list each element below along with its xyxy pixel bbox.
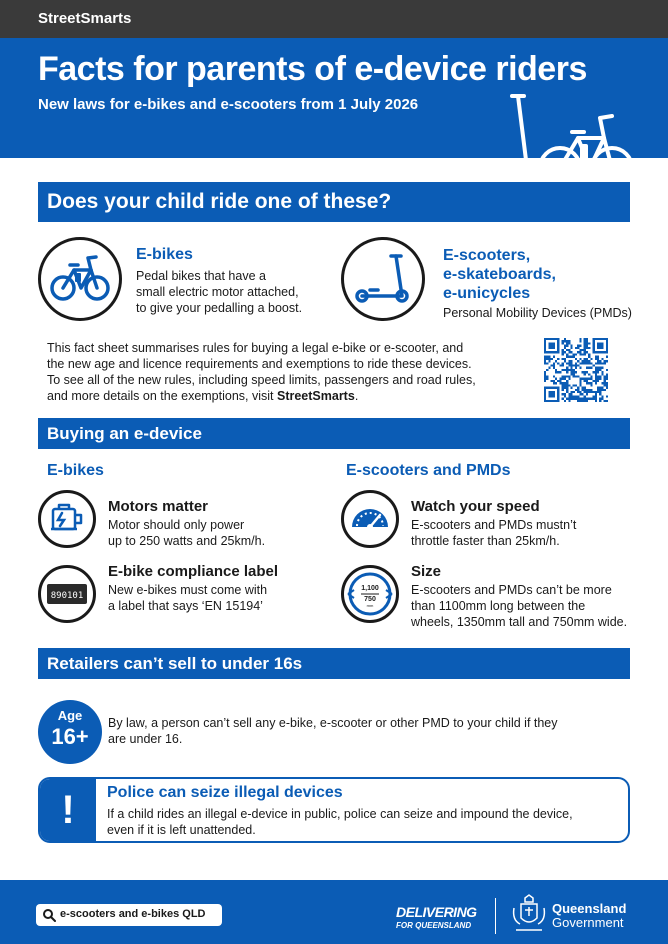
summary-line: This fact sheet summarises rules for buying a legal e-bike or e-scooter, and <box>47 341 464 355</box>
age-badge <box>38 700 102 764</box>
summary-suffix: . <box>354 389 359 403</box>
section-heading-buying <box>38 418 630 449</box>
compliance-line: New e-bikes must come with <box>108 583 268 597</box>
size-line: than 1100mm long between the <box>411 599 586 613</box>
summary-line <box>47 388 476 404</box>
escooters-title-line: E-scooters, <box>443 247 531 264</box>
summary-line: To see all of the new rules, including speed limits, passengers and road rules, <box>47 373 476 387</box>
ebikes-desc-line: Pedal bikes that have a <box>136 269 266 283</box>
compliance-line: a label that says ‘EN 15194’ <box>108 599 263 613</box>
speed-line: throttle faster than 25km/h. <box>411 534 560 548</box>
motors-line: Motor should only power <box>108 518 245 532</box>
escooters-title <box>443 246 556 303</box>
speed-title: Watch your speed <box>411 498 540 515</box>
qld-line-1: Queensland <box>552 901 627 916</box>
retail-text <box>108 715 558 747</box>
section-heading-retail <box>38 648 630 679</box>
footer-divider <box>495 898 496 934</box>
size-icon-frame <box>341 565 399 623</box>
delivering-line-1: DELIVERING <box>396 904 477 920</box>
ebikes-title: E-bikes <box>136 246 193 263</box>
delivering-logo <box>396 904 477 930</box>
scooter-bike-illustration <box>468 88 638 190</box>
page-subtitle: New laws for e-bikes and e-scooters from 1 July 2026 <box>38 96 419 113</box>
scooter-icon <box>344 240 422 318</box>
hero-banner <box>0 38 668 158</box>
escooters-title-line: e-unicycles <box>443 285 531 302</box>
motors-line: up to 250 watts and 25km/h. <box>108 534 266 548</box>
label-icon-frame <box>38 565 96 623</box>
retail-line: By law, a person can’t sell any e-bike, e-scooter or other PMD to your child if they <box>108 716 558 730</box>
section-heading-ride <box>38 182 630 222</box>
section-heading-retail-text: Retailers can’t sell to under 16s <box>47 654 303 673</box>
search-pill-text: e-scooters and e-bikes QLD <box>60 908 206 920</box>
qld-line-2: Government <box>552 915 624 930</box>
size-title: Size <box>411 563 442 580</box>
label-icon-text: 890101 <box>50 591 84 601</box>
section-heading-buying-text: Buying an e-device <box>47 424 202 443</box>
compliance-label-icon <box>41 568 93 620</box>
police-text <box>107 806 573 838</box>
motors-title: Motors matter <box>108 498 209 515</box>
qr-code[interactable] <box>544 338 608 402</box>
police-line: even if it is left unattended. <box>107 823 256 837</box>
pmd-description: Personal Mobility Devices (PMDs) <box>443 306 632 320</box>
size-line: E-scooters and PMDs can’t be more <box>411 583 612 597</box>
summary-line: the new age and licence requirements and exemptions to ride these devices. <box>47 357 472 371</box>
ebike-icon <box>38 237 122 321</box>
footer <box>0 880 668 944</box>
coat-of-arms-icon <box>510 894 548 934</box>
compliance-text <box>108 582 267 614</box>
qld-government-logo <box>552 902 626 930</box>
size-icon-bottom: 750 <box>364 596 376 603</box>
size-line: wheels, 1350mm tall and 750mm wide. <box>411 615 628 629</box>
page-title: Facts for parents of e-device riders <box>38 50 587 88</box>
speedometer-icon-frame <box>341 490 399 548</box>
delivering-line-2: FOR QUEENSLAND <box>396 921 472 930</box>
age-value: 16+ <box>51 724 89 749</box>
ebikes-desc-line: small electric motor attached, <box>136 285 299 299</box>
motor-icon-frame <box>38 490 96 548</box>
size-icon-top: 1,100 <box>361 585 379 592</box>
search-pill[interactable] <box>36 904 222 926</box>
speedometer-icon <box>344 493 396 545</box>
brand-label: StreetSmarts <box>38 10 132 27</box>
motor-icon <box>41 493 93 545</box>
age-label: Age <box>57 708 83 723</box>
motors-text <box>108 517 265 549</box>
top-bar <box>0 0 668 38</box>
compliance-title: E-bike compliance label <box>108 563 279 580</box>
retail-line: are under 16. <box>108 732 183 746</box>
police-line: If a child rides an illegal e-device in public, police can seize and impound the device, <box>107 807 573 821</box>
size-icon <box>344 568 396 620</box>
streetsmarts-link[interactable]: StreetSmarts <box>276 389 355 403</box>
police-title: Police can seize illegal devices <box>107 784 343 801</box>
buying-ebikes-title: E-bikes <box>47 462 104 479</box>
size-icon-unit: mm <box>366 603 374 608</box>
search-icon <box>42 908 56 922</box>
summary-prefix: and more details on the exemptions, visit <box>47 389 277 403</box>
speed-text <box>411 517 576 549</box>
escooter-icon-frame <box>341 237 425 321</box>
bicycle-icon <box>41 240 119 318</box>
escooters-title-line: e-skateboards, <box>443 266 556 283</box>
exclamation-icon: ! <box>40 779 96 841</box>
summary-text <box>47 340 476 404</box>
speed-line: E-scooters and PMDs mustn’t <box>411 518 577 532</box>
ebikes-description <box>136 268 302 316</box>
buying-escooters-title: E-scooters and PMDs <box>346 462 511 479</box>
ebikes-desc-line: to give your pedalling a boost. <box>136 301 303 315</box>
section-heading-ride-text: Does your child ride one of these? <box>47 190 392 213</box>
police-callout <box>38 777 630 843</box>
size-text <box>411 582 627 630</box>
